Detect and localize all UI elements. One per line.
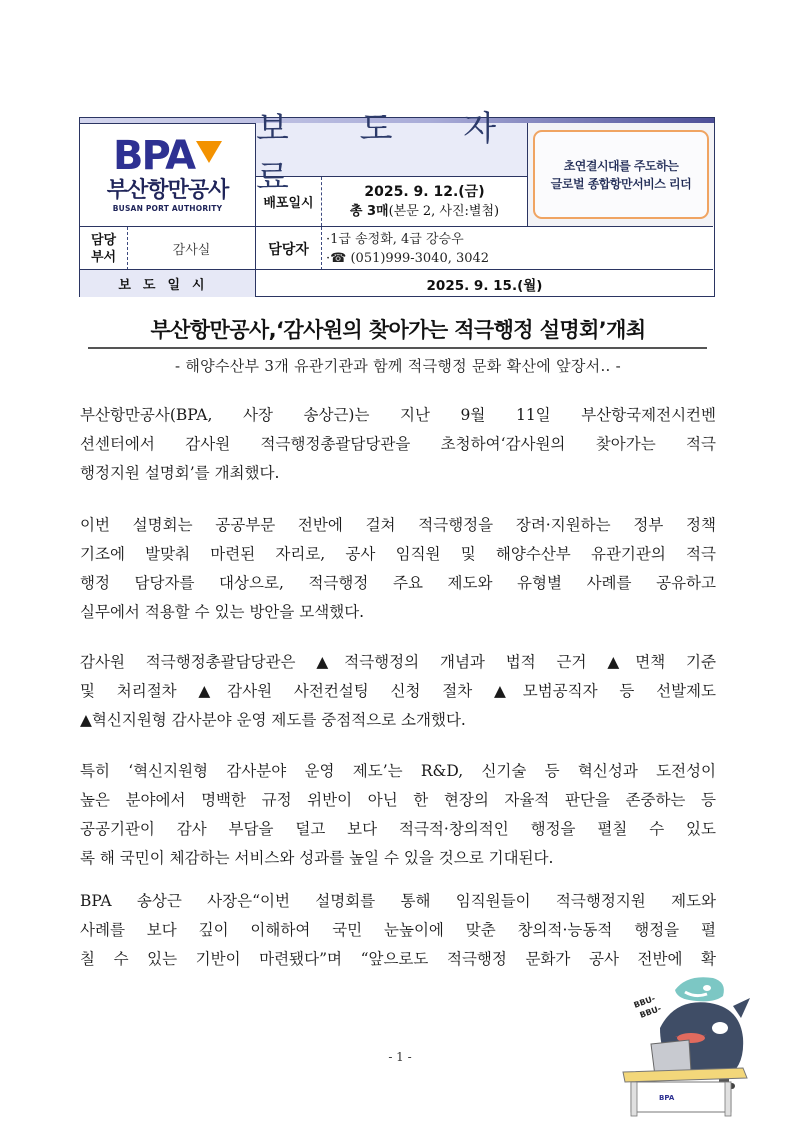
contact-person-info — [322, 227, 712, 270]
headline-underline — [88, 347, 707, 349]
bpa-triangle-icon — [196, 141, 222, 163]
page-count-detail: (본문 2, 사진:별첨) — [388, 203, 500, 219]
slogan-box — [533, 130, 709, 219]
paragraph-line: 사례를 보다 깊이 이해하여 국민 눈높이에 맞춘 창의적·능동적 행정을 펼 — [80, 921, 716, 939]
paragraph-line: 이번 설명회는 공공부문 전반에 걸쳐 적극행정을 장려·지원하는 정부 정책 — [80, 516, 716, 534]
release-date-label: 보도일시 — [80, 270, 256, 297]
contact-phone-line: ·☎ (051)999-3040, 3042 — [326, 250, 490, 266]
department-label — [80, 227, 128, 270]
body-paragraph-5 — [80, 887, 716, 974]
paragraph-line: 행정 담당자를 대상으로, 적극행정 주요 제도와 유형별 사례를 공유하고 — [80, 574, 716, 592]
paragraph-line: 실무에서 적용할 수 있는 방안을 모색했다. — [80, 603, 365, 621]
contact-phone: (051)999-3040, 3042 — [346, 250, 490, 266]
paragraph-line: ▲혁신지원형 감사분야 운영 제도를 중점적으로 소개했다. — [80, 711, 466, 729]
paragraph-line: 칠 수 있는 기반이 마련됐다”며 “앞으로도 적극행정 문화가 공사 전반에 확 — [80, 950, 716, 968]
page-count — [350, 202, 499, 222]
department-label-line-1: 담당 — [90, 232, 117, 248]
body-paragraph-4 — [80, 757, 716, 873]
paragraph-line: BPA 송상근 사장은“이번 설명회를 통해 임직원들이 적극행정지원 제도와 — [80, 892, 716, 910]
page-count-total: 총 3매 — [349, 203, 389, 219]
document-type-label: 보 도 자 료 — [256, 108, 527, 198]
bpa-logo-text: BPA — [112, 133, 195, 179]
release-date-row — [80, 269, 713, 296]
mascot-illustration — [615, 968, 755, 1118]
paragraph-line: 특히 ‘혁신지원형 감사분야 운영 제도’는 R&D, 신기술 등 혁신성과 도전성이 — [80, 762, 716, 780]
paragraph-line: 행정지원 설명회’를 개최했다. — [80, 464, 280, 482]
body-paragraph-2 — [80, 511, 716, 627]
paragraph-line: 션센터에서 감사원 적극행정총괄담당관을 초청하여‘감사원의 찾아가는 적극 — [80, 435, 716, 453]
paragraph-line: 높은 분야에서 명백한 규정 위반이 아닌 한 현장의 자율적 판단을 존중하는 등 — [80, 791, 716, 809]
paragraph-line: 부산항만공사(BPA, 사장 송상근)는 지난 9월 11일 부산항국제전시컨벤 — [80, 406, 716, 424]
paragraph-line: 및 처리절차 ▲감사원 사전컨설팅 신청 절차 ▲모범공직자 등 선발제도 — [80, 682, 716, 700]
paragraph-line: 기조에 발맞춰 마련된 자리로, 공사 임직원 및 해양수산부 유관기관의 적극 — [80, 545, 716, 563]
paragraph-line: 감사원 적극행정총괄담당관은 ▲적극행정의 개념과 법적 근거 ▲면책 기준 — [80, 653, 716, 671]
bpa-logo — [80, 123, 256, 226]
paragraph-line: 공공기관이 감사 부담을 덜고 보다 적극적·창의적인 행정을 펼칠 수 있도 — [80, 820, 716, 838]
slogan-line-2: 글로벌 종합항만서비스 리더 — [550, 176, 692, 191]
logo-korean-name: 부산항만공사 — [106, 178, 229, 203]
distribution-date-label: 배포일시 — [256, 177, 322, 226]
phone-icon: ☎ — [330, 250, 347, 266]
release-date: 2025. 9. 15.(월) — [426, 277, 543, 294]
contact-person-label: 담당자 — [256, 227, 322, 270]
svg-text:BBU-: BBU- — [632, 993, 657, 1010]
distribution-date: 2025. 9. 12.(금) — [364, 183, 485, 200]
department-value: 감사실 — [128, 227, 256, 270]
contact-row — [80, 226, 713, 269]
slogan-cell — [528, 123, 714, 226]
body-paragraph-1 — [80, 401, 716, 488]
slogan-line-1: 초연결시대를 주도하는 — [563, 158, 679, 173]
headline: 부산항만공사,‘감사원의 찾아가는 적극행정 설명회’개최 — [150, 318, 646, 342]
department-label-line-2: 부서 — [90, 249, 117, 265]
contact-names: ·1급 송정화, 4급 강승우 — [326, 231, 464, 247]
bpa-logo-mark — [112, 133, 222, 179]
body-paragraph-3 — [80, 648, 716, 735]
press-release-header-table — [79, 108, 715, 297]
logo-english-name: BUSAN PORT AUTHORITY — [112, 204, 223, 213]
paragraph-line: 록 해 국민이 체감하는 서비스와 성과를 높일 수 있을 것으로 기대된다. — [80, 849, 554, 867]
page-number: - 1 - — [388, 1050, 412, 1064]
distribution-info — [322, 177, 528, 226]
subheadline: - 해양수산부 3개 유관기관과 함께 적극행정 문화 확산에 앞장서.. - — [174, 357, 622, 375]
svg-text:BPA: BPA — [659, 1094, 675, 1102]
svg-text:BBU-: BBU- — [638, 1003, 663, 1020]
